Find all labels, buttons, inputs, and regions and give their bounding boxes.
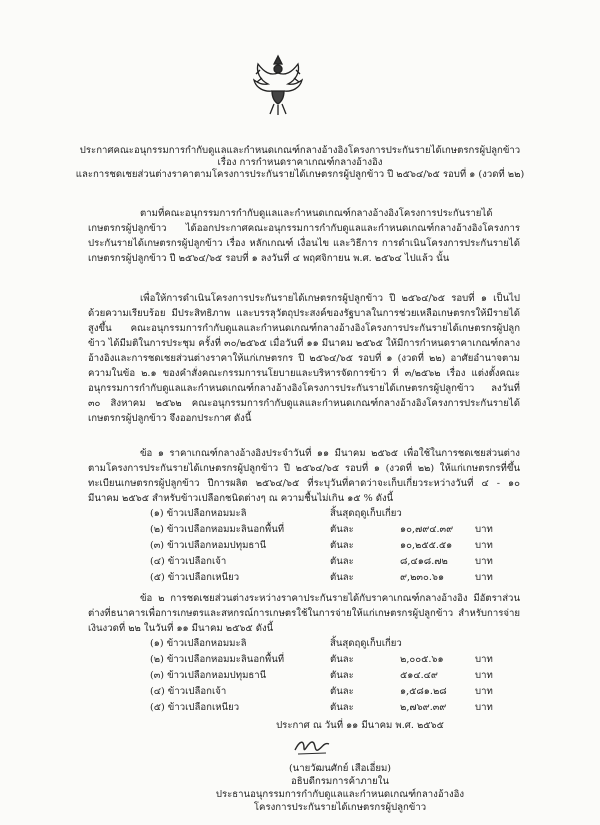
title-line-2: เรื่อง การกำหนดราคาเกณฑ์กลางอ้างอิง xyxy=(217,157,383,168)
price-value: ๘,๔๑๘.๗๒ xyxy=(400,556,448,567)
currency-label: บาท xyxy=(475,540,493,551)
currency-label: บาท xyxy=(475,654,493,665)
currency-label: บาท xyxy=(475,524,493,535)
price-unit: ตันละ xyxy=(330,654,354,665)
paragraph-1 xyxy=(88,206,520,266)
paragraph-2 xyxy=(88,291,520,426)
price-unit: สิ้นสุดฤดูเก็บเกี่ยว xyxy=(330,508,402,519)
rice-type-label: (๕) ข้าวเปลือกเหนียว xyxy=(150,572,240,583)
price-value: ๒,๗๖๙.๓๙ xyxy=(400,702,447,713)
price-value: ๑๐,๗๙๔.๓๙ xyxy=(400,524,454,535)
garuda-emblem-icon xyxy=(250,52,306,118)
paragraph-1-text: ตามที่คณะอนุกรรมการกำกับดูแลและกำหนดเกณฑ์กลางอ้างอิงโครงการประกันรายได้เกษตรกรผู้ปลูกข้าว ได้ออกประกาศคณะอนุกรรมการกำกับดูแลและกำหนดเกณฑ์กลางอ้างอิงโครงการประกันรายได้เกษตรกรผู้ปลูกข้าว เรื่อง หลักเกณฑ์ เงื่อนไข และวิธีการ การดำเนินโครงการประกันรายได้เกษตรกรผู้ปลูกข้าว ปี ๒๕๖๔/๖๕ รอบที่ ๑ ลงวันที่ ๔ พฤศจิกายน พ.ศ. ๒๕๖๔ ไปแล้ว นั้น xyxy=(88,208,520,264)
price-value: ๕๑๔.๔๙ xyxy=(400,670,438,681)
clause-1-text: ข้อ ๑ ราคาเกณฑ์กลางอ้างอิงประจำวันที่ ๑๑ มีนาคม ๒๕๖๕ เพื่อใช้ในการชดเชยส่วนต่างตามโครงการประกันรายได้เกษตรกรผู้ปลูกข้าว ปี ๒๕๖๔/๖๕ รอบที่ ๑ (งวดที่ ๒๒) ให้แก่เกษตรกรที่ขึ้นทะเบียนเกษตรกรผู้ปลูกข้าว ปีการผลิต ๒๕๖๔/๖๕ ที่ระบุวันที่คาดว่าจะเก็บเกี่ยวระหว่างวันที่ ๔ - ๑๐ มีนาคม ๒๕๖๕ สำหรับข้าวเปลือกชนิดต่างๆ ณ ความชื้นไม่เกิน ๑๕ % ดังนี้ xyxy=(88,448,520,504)
price-value: ๑๐,๒๕๕.๕๑ xyxy=(400,540,453,551)
announcement-date: ประกาศ ณ วันที่ ๑๑ มีนาคม พ.ศ. ๒๕๖๕ xyxy=(276,720,444,731)
price-value: ๙,๒๓๐.๖๑ xyxy=(400,572,445,583)
price-unit: ตันละ xyxy=(330,524,354,535)
price-value: ๒,๐๐๕.๖๑ xyxy=(400,654,444,665)
paragraph-2-text: เพื่อให้การดำเนินโครงการประกันรายได้เกษตรกรผู้ปลูกข้าว ปี ๒๕๖๔/๖๕ รอบที่ ๑ เป็นไปด้วยความเรียบร้อย มีประสิทธิภาพ และบรรลุวัตถุประสงค์ของรัฐบาลในการช่วยเหลือเกษตรกรให้มีรายได้สูงขึ้น คณะอนุกรรมการกำกับดูแลและกำหนดเกณฑ์กลางอ้างอิงโครงการประกันรายได้เกษตรกรผู้ปลูกข้าว ได้มีมติในการประชุม ครั้งที่ ๓๐/๒๕๖๕ เมื่อวันที่ ๑๑ มีนาคม ๒๕๖๕ ให้มีการกำหนดราคาเกณฑ์กลางอ้างอิงและการชดเชยส่วนต่างราคาให้แก่เกษตรกร ปี ๒๕๖๔/๖๕ รอบที่ ๑ (งวดที่ ๒๒) อาศัยอำนาจตามความในข้อ ๒.๑ ของคำสั่งคณะกรรมการนโยบายและบริหารจัดการข้าว ที่ ๓/๒๕๖๒ เรื่อง แต่งตั้งคณะอนุกรรมการกำกับดูแลและกำหนดเกณฑ์กลางอ้างอิงโครงการประกันรายได้เกษตรกรผู้ปลูกข้าว ลงวันที่ ๓๐ สิงหาคม ๒๕๖๒ คณะอนุกรรมการกำกับดูแลและกำหนดเกณฑ์กลางอ้างอิงโครงการประกันรายได้เกษตรกรผู้ปลูกข้าว จึงออกประกาศ ดังนี้ xyxy=(88,293,520,424)
rice-type-label: (๓) ข้าวเปลือกหอมปทุมธานี xyxy=(150,670,267,681)
price-unit: ตันละ xyxy=(330,556,354,567)
price-unit: ตันละ xyxy=(330,702,354,713)
rice-type-label: (๔) ข้าวเปลือกเจ้า xyxy=(150,556,227,567)
title-line-3: และการชดเชยส่วนต่างราคาตามโครงการประกันรายได้เกษตรกรผู้ปลูกข้าว ปี ๒๕๖๔/๖๕ รอบที่ ๑ (งวดที่ ๒๒) xyxy=(75,169,525,180)
currency-label: บาท xyxy=(475,702,493,713)
rice-type-label: (๕) ข้าวเปลือกเหนียว xyxy=(150,702,240,713)
clause-1 xyxy=(88,446,520,506)
rice-type-label: (๓) ข้าวเปลือกหอมปทุมธานี xyxy=(150,540,267,551)
rice-type-label: (๑) ข้าวเปลือกหอมมะลิ xyxy=(150,638,247,649)
clause-2 xyxy=(88,591,520,636)
currency-label: บาท xyxy=(475,670,493,681)
price-unit: ตันละ xyxy=(330,686,354,697)
title-line-1: ประกาศคณะอนุกรรมการกำกับดูแลและกำหนดเกณฑ์กลางอ้างอิงโครงการประกันรายได้เกษตรกรผู้ปลูกข้าว xyxy=(79,145,521,156)
price-unit: ตันละ xyxy=(330,540,354,551)
rice-type-label: (๒) ข้าวเปลือกหอมมะลินอกพื้นที่ xyxy=(150,654,285,665)
currency-label: บาท xyxy=(475,572,493,583)
currency-label: บาท xyxy=(475,556,493,567)
signatory-position-3: โครงการประกันรายได้เกษตรกรผู้ปลูกข้าว xyxy=(253,802,427,813)
signature-icon xyxy=(292,736,332,758)
rice-type-label: (๑) ข้าวเปลือกหอมมะลิ xyxy=(150,508,247,519)
price-unit: สิ้นสุดฤดูเก็บเกี่ยว xyxy=(330,638,402,649)
price-unit: ตันละ xyxy=(330,670,354,681)
rice-type-label: (๒) ข้าวเปลือกหอมมะลินอกพื้นที่ xyxy=(150,524,285,535)
price-value: ๑,๕๘๑.๒๘ xyxy=(400,686,447,697)
signatory-position-2: ประธานอนุกรรมการกำกับดูแลและกำหนดเกณฑ์กลางอ้างอิง xyxy=(215,789,465,800)
currency-label: บาท xyxy=(475,686,493,697)
price-unit: ตันละ xyxy=(330,572,354,583)
signatory-name: (นายวัฒนศักย์ เสือเอี่ยม) xyxy=(288,763,392,774)
signatory-position-1: อธิบดีกรมการค้าภายใน xyxy=(291,776,389,787)
clause-2-text: ข้อ ๒ การชดเชยส่วนต่างระหว่างราคาประกันรายได้กับราคาเกณฑ์กลางอ้างอิง มีอัตราส่วนต่างที่ธนาคารเพื่อการเกษตรและสหกรณ์การเกษตรใช้ในการจ่ายให้แก่เกษตรกรผู้ปลูกข้าว สำหรับการจ่ายเงินงวดที่ ๒๒ ในวันที่ ๑๑ มีนาคม ๒๕๖๕ ดังนี้ xyxy=(88,593,520,634)
rice-type-label: (๔) ข้าวเปลือกเจ้า xyxy=(150,686,227,697)
